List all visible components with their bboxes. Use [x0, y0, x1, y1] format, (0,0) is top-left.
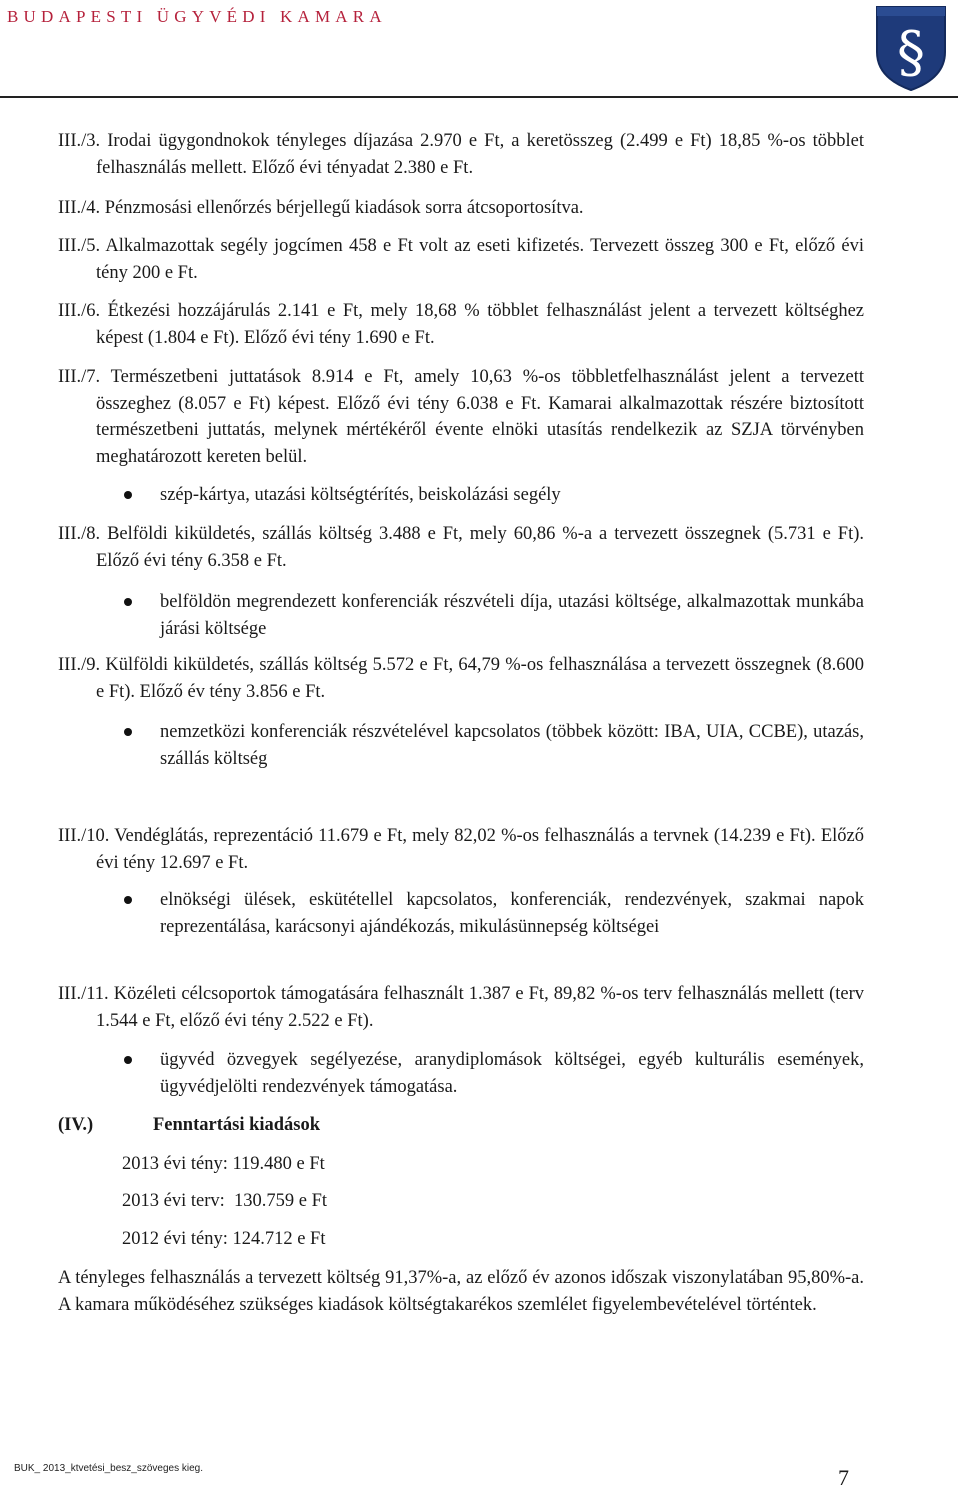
section-iii-6: III./6. Étkezési hozzájárulás 2.141 e Ft, mely 18,68 % többlet felhasználást jelent a tervezett költséghez képest (1.804 e Ft). Előző évi tény 1.690 e Ft. — [58, 301, 864, 348]
svg-text:§: § — [897, 20, 925, 85]
section-sign-shield-icon — [874, 4, 948, 92]
page-number: 7 — [838, 1465, 849, 1490]
bullet-icon — [124, 598, 132, 606]
list-item: belföldön megrendezett konferenciák részvételi díja, utazási költsége, alkalmazottak munkába járási költsége — [160, 592, 864, 639]
stat-line: 2013 évi tény: 119.480 e Ft — [122, 1154, 325, 1174]
section-iii-3: III./3. Irodai ügygondnokok tényleges díjazása 2.970 e Ft, a keretösszeg (2.499 e Ft) 18,85 %-os többlet felhasználás mellett. Előző évi tényadat 2.380 e Ft. — [58, 131, 864, 178]
section-iii-4: III./4. Pénzmosási ellenőrzés bérjellegű kiadások sorra átcsoportosítva. — [58, 198, 584, 218]
list-item: szép-kártya, utazási költségtérítés, beiskolázási segély — [160, 485, 561, 505]
stat-line: 2013 évi terv: 130.759 e Ft — [122, 1191, 328, 1211]
footer-filename: BUK_ 2013_ktvetési_besz_szöveges kieg. — [14, 1463, 204, 1474]
summary-paragraph: A tényleges felhasználás a tervezett költség 91,37%-a, az előző év azonos időszak viszonylatában 95,80%-a. A kamara működéséhez szükséges kiadások költségtakarékos szemlélet figyelembevételével történtek. — [58, 1268, 864, 1315]
section-iii-8: III./8. Belföldi kiküldetés, szállás költség 3.488 e Ft, mely 60,86 %-a a tervezett összegnek (5.731 e Ft). Előző évi tény 6.358 e Ft. — [58, 524, 864, 571]
section-iii-11: III./11. Közéleti célcsoportok támogatására felhasznált 1.387 e Ft, 89,82 %-os terv felhasználás mellett (terv 1.544 e Ft, előző évi tény 2.522 e Ft). — [58, 984, 864, 1031]
bullet-icon — [124, 491, 132, 499]
section-title: Fenntartási kiadások — [153, 1115, 321, 1135]
section-iii-5: III./5. Alkalmazottak segély jogcímen 458 e Ft volt az eseti kifizetés. Tervezett összeg 300 e Ft, előző évi tény 200 e Ft. — [58, 236, 864, 283]
bullet-icon — [124, 1056, 132, 1064]
header-divider — [0, 96, 958, 98]
bullet-icon — [124, 728, 132, 736]
stat-line: 2012 évi tény: 124.712 e Ft — [122, 1229, 326, 1249]
list-item: ügyvéd özvegyek segélyezése, aranydiplomások költségei, egyéb kulturális események, ügyvédjelölti rendezvények támogatása. — [160, 1050, 864, 1097]
list-item: elnökségi ülések, eskütétellel kapcsolatos, konferenciák, rendezvények, szakmai napok reprezentálása, karácsonyi ajándékozás, mikulásünnepség költségei — [160, 890, 864, 937]
chamber-title: BUDAPESTI ÜGYVÉDI KAMARA — [7, 7, 387, 26]
section-number: (IV.) — [58, 1115, 94, 1135]
list-item: nemzetközi konferenciák részvételével kapcsolatos (többek között: IBA, UIA, CCBE), utazás, szállás költség — [160, 722, 864, 769]
section-iii-7: III./7. Természetbeni juttatások 8.914 e Ft, amely 10,63 %-os többletfelhasználást jelent a tervezett összeghez (8.057 e Ft) képest. Előző évi tény 6.038 e Ft. Kamarai alkalmazottak részére biztosított természetbeni juttatás, melynek mértékéről évente elnöki utasítás rendelkezik az SZJA törvényben meghatározott kereten belül. — [58, 367, 864, 468]
bullet-icon — [124, 896, 132, 904]
section-iii-10: III./10. Vendéglátás, reprezentáció 11.679 e Ft, mely 82,02 %-os felhasználás a tervnek (14.239 e Ft). Előző évi tény 12.697 e Ft. — [58, 826, 864, 873]
section-iii-9: III./9. Külföldi kiküldetés, szállás költség 5.572 e Ft, 64,79 %-os felhasználása a tervezett összegnek (8.600 e Ft). Előző év tény 3.856 e Ft. — [58, 655, 864, 702]
